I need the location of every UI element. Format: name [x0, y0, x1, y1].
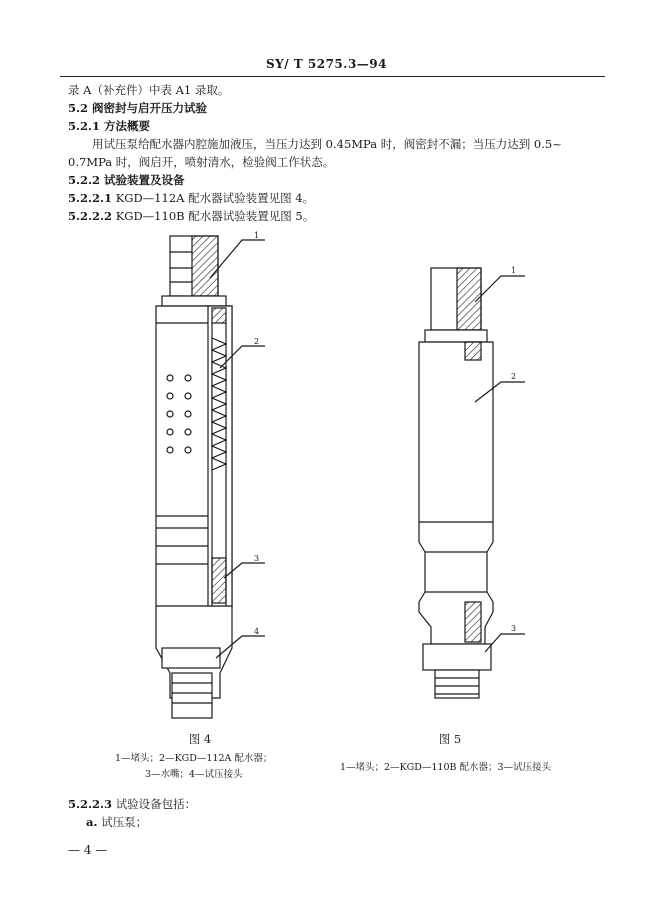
clause-number: 5.2.2.3	[68, 797, 113, 811]
figure-4-callout-3: 3	[254, 554, 260, 563]
list-item-text: 试压泵；	[101, 815, 148, 829]
section-5-2-heading: 5.2 阀密封与启开压力试验	[68, 101, 208, 115]
figure-5-caption: 图 5	[438, 732, 462, 746]
section-5-2-2-heading: 5.2.2 试验装置及设备	[68, 173, 185, 187]
figure-4-callout-4: 4	[254, 627, 260, 636]
header-rule	[60, 76, 605, 77]
figure-5-callout-1: 1	[511, 266, 517, 275]
figure-4-legend-line-1: 1—堵头；2—KGD—112A 配水器；	[115, 753, 273, 764]
clause-5-2-2-2	[68, 207, 314, 225]
figure-4-legend-line-2: 3—水嘴；4—试压接头	[145, 769, 243, 780]
figure-5-callout-2: 2	[511, 372, 517, 381]
clause-5-2-2-1	[68, 189, 314, 207]
list-item-a	[86, 813, 147, 831]
list-item-label: a.	[86, 815, 98, 829]
section-5-2-1-heading: 5.2.1 方法概要	[68, 119, 151, 133]
clause-number: 5.2.2.2	[68, 209, 113, 223]
figure-4-callout-2: 2	[254, 337, 260, 346]
figure-4-caption: 图 4	[188, 732, 212, 746]
paragraph-line-1: 用试压泵给配水器内腔施加液压，当压力达到 0.45MPa 时，阀密封不漏；当压力达到 0.5~	[92, 137, 562, 151]
clause-number: 5.2.2.1	[68, 191, 113, 205]
figure-5-callout-3: 3	[511, 624, 517, 633]
page-number: — 4 —	[68, 843, 108, 857]
clause-5-2-2-3	[68, 795, 196, 813]
figure-5-legend: 1—堵头；2—KGD—110B 配水器；3—试压接头	[340, 762, 552, 773]
figure-4-callout-1: 1	[254, 231, 260, 240]
figure-5-drawing	[405, 262, 555, 702]
page-header: SY/ T 5275.3—94	[265, 57, 388, 71]
paragraph-line-2: 0.7MPa 时，阀启开，喷射清水，检验阀工作状态。	[68, 155, 335, 169]
clause-text: KGD—112A 配水器试验装置见图 4。	[115, 191, 315, 205]
clause-text: KGD—110B 配水器试验装置见图 5。	[115, 209, 315, 223]
clause-text: 试验设备包括：	[115, 797, 197, 811]
text-line-appendix: 录 A（补充件）中表 A1 录取。	[68, 83, 230, 97]
figure-4-drawing	[140, 228, 290, 720]
